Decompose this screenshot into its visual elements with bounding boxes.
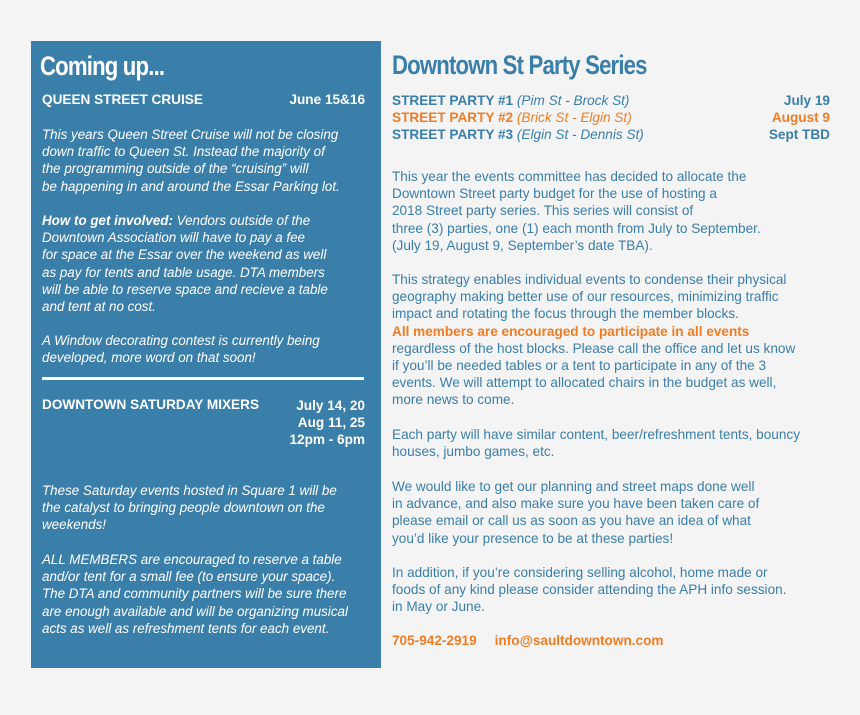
mixers-members-note: ALL MEMBERS are encouraged to reserve a table and/or tent for a small fee (to ensure your space). The DTA and community partners will be sure there are enough available and will be organizing musical acts as well as refreshment tents for each event. <box>42 552 348 636</box>
party-row-2: STREET PARTY #2 (Brick St - Elgin St) August 9 <box>392 110 830 125</box>
party-content-paragraph: Each party will have similar content, beer/refreshment tents, bouncy houses, jumbo games, etc. <box>392 427 801 460</box>
mixers-heading: DOWNTOWN SATURDAY MIXERS <box>42 397 260 412</box>
party-strategy-paragraph: This strategy enables individual events to condense their physical geography making better use of our resources, minimizing traffic impact and rotating the focus through the member blocks. All members are encouraged to participate in all events regardless of the host blocks. Please call the office and let us know if you’ll be needed tables or a tent to participate in any of the 3 events. We will attempt to allocated chairs in the budget as well, more news to come. <box>392 272 796 408</box>
cruise-description: This years Queen Street Cruise will not be closing down traffic to Queen St. Instead the majority of the programming outside of the “cruising” will be happening in and around the Essar Parking lot. <box>42 127 340 194</box>
cruise-heading: QUEEN STREET CRUISE <box>42 92 203 107</box>
contact-line <box>392 633 663 648</box>
section-divider <box>42 377 364 380</box>
party-row-1: STREET PARTY #1 (Pim St - Brock St) July 19 <box>392 93 830 108</box>
coming-up-panel <box>31 41 381 668</box>
phone-number: 705-942-2919 <box>392 633 477 648</box>
party-intro-paragraph: This year the events committee has decided to allocate the Downtown Street party budget for the use of hosting a 2018 Street party series. This series will consist of three (3) parties, one (1) each month from July to September. (July 19, August 9, September’s date TBA). <box>392 169 761 253</box>
party-alcohol-paragraph: In addition, if you’re considering selling alcohol, home made or foods of any kind please consider attending the APH info session. in May or June. <box>392 565 787 615</box>
members-highlight: All members are encouraged to participate in all events <box>392 323 750 339</box>
party-series-title: Downtown St Party Series <box>392 50 647 80</box>
coming-up-title: Coming up... <box>40 51 165 81</box>
mixers-description: These Saturday events hosted in Square 1 will be the catalyst to bringing people downtown on the weekends! <box>42 483 337 533</box>
cruise-header <box>42 92 365 107</box>
involved-label: How to get involved: <box>42 213 173 228</box>
mixers-dates: July 14, 20 Aug 11, 25 12pm - 6pm <box>289 398 365 447</box>
window-contest-note: A Window decorating contest is currently being developed, more word on that soon! <box>42 333 320 366</box>
cruise-date: June 15&16 <box>289 92 365 107</box>
party-row-3: STREET PARTY #3 (Elgin St - Dennis St) Sept TBD <box>392 127 830 142</box>
email-link[interactable]: info@saultdowntown.com <box>494 633 664 648</box>
party-planning-paragraph: We would like to get our planning and street maps done well in advance, and also make sure you have been taken care of please email or call us as soon as you have an idea of what you’d like your presence to be at these parties! <box>392 479 760 546</box>
cruise-involved: How to get involved: Vendors outside of the Downtown Association will have to pay a fee for space at the Essar over the weekend as well as pay for tents and table usage. DTA members will be able to reserve space and recieve a table and tent at no cost. <box>42 213 328 315</box>
